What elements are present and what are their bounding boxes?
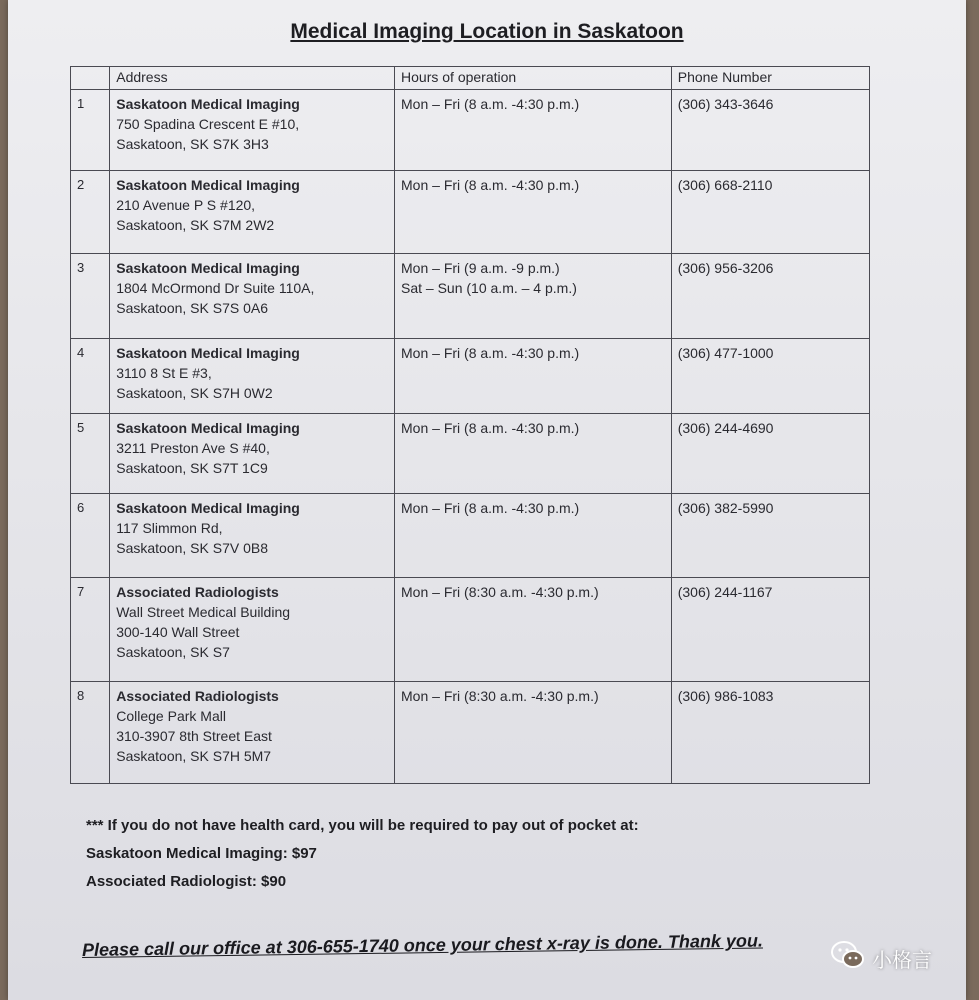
hours-line: Mon – Fri (8:30 a.m. -4:30 p.m.) [401,688,599,704]
row-number: 8 [71,682,110,784]
hours-cell [395,414,672,494]
address-line: Saskatoon, SK S7T 1C9 [116,460,268,476]
table-row [71,414,870,494]
address-line: 117 Slimmon Rd, [116,520,223,536]
hours-cell [395,578,672,682]
document-page [8,0,966,1000]
watermark [830,940,932,976]
address-cell [110,578,395,682]
address-line: 310-3907 8th Street East [116,728,272,744]
address-line: Saskatoon, SK S7 [116,644,230,660]
table-row [71,339,870,414]
row-number: 7 [71,578,110,682]
address-line: Saskatoon, SK S7H 0W2 [116,385,273,401]
hours-cell [395,254,672,339]
address-line: Saskatoon, SK S7V 0B8 [116,540,268,556]
location-name: Associated Radiologists [116,688,279,704]
header-phone: Phone Number [671,67,869,90]
address-cell [110,90,395,171]
address-cell [110,339,395,414]
hours-cell [395,339,672,414]
payment-note [86,812,639,896]
location-name: Saskatoon Medical Imaging [116,96,300,112]
hours-line: Mon – Fri (8 a.m. -4:30 p.m.) [401,420,580,436]
row-number: 5 [71,414,110,494]
row-number: 6 [71,494,110,578]
address-line: 1804 McOrmond Dr Suite 110A, [116,280,315,296]
phone-cell: (306) 956-3206 [671,254,869,339]
phone-cell: (306) 244-1167 [671,578,869,682]
location-name: Saskatoon Medical Imaging [116,500,300,516]
price-associated-radiologist: Associated Radiologist: $90 [86,873,287,890]
location-name: Saskatoon Medical Imaging [116,345,300,361]
address-cell [110,682,395,784]
hours-cell [395,494,672,578]
address-line: Saskatoon, SK S7S 0A6 [116,300,268,316]
locations-table [70,66,870,784]
table-row [71,494,870,578]
call-office-instruction: Please call our office at 306-655-1740 once your chest x-ray is done. Thank you. [81,930,764,960]
hours-line: Mon – Fri (9 a.m. -9 p.m.) [401,260,560,276]
address-line: Saskatoon, SK S7H 5M7 [116,748,272,764]
row-number: 4 [71,339,110,414]
hours-line: Mon – Fri (8 a.m. -4:30 p.m.) [401,500,580,516]
address-line: 300-140 Wall Street [116,624,240,640]
phone-cell: (306) 986-1083 [671,682,869,784]
wechat-icon [830,940,866,976]
address-cell [110,414,395,494]
table-row [71,254,870,339]
phone-cell: (306) 477-1000 [671,339,869,414]
hours-cell [395,90,672,171]
page-title: Medical Imaging Location in Saskatoon [290,20,684,43]
location-name: Saskatoon Medical Imaging [116,177,300,193]
address-line: 210 Avenue P S #120, [116,197,256,213]
price-saskatoon-medical-imaging: Saskatoon Medical Imaging: $97 [86,845,317,862]
address-line: 750 Spadina Crescent E #10, [116,116,300,132]
hours-line: Mon – Fri (8 a.m. -4:30 p.m.) [401,177,580,193]
hours-line: Mon – Fri (8 a.m. -4:30 p.m.) [401,345,580,361]
row-number: 2 [71,171,110,254]
phone-cell: (306) 382-5990 [671,494,869,578]
address-line: Saskatoon, SK S7M 2W2 [116,217,275,233]
hours-cell [395,171,672,254]
phone-cell: (306) 343-3646 [671,90,869,171]
address-cell [110,171,395,254]
hours-line: Mon – Fri (8:30 a.m. -4:30 p.m.) [401,584,599,600]
watermark-text: 小格言 [872,949,932,972]
hours-line: Mon – Fri (8 a.m. -4:30 p.m.) [401,96,580,112]
location-name: Saskatoon Medical Imaging [116,420,300,436]
address-line: Saskatoon, SK S7K 3H3 [116,136,269,152]
header-number [71,67,110,90]
hours-cell [395,682,672,784]
location-name: Saskatoon Medical Imaging [116,260,300,276]
table-row [71,682,870,784]
row-number: 1 [71,90,110,171]
address-line: 3211 Preston Ave S #40, [116,440,270,456]
table-header-row [71,67,870,90]
address-line: Wall Street Medical Building [116,604,291,620]
header-hours: Hours of operation [395,67,672,90]
table-row [71,90,870,171]
row-number: 3 [71,254,110,339]
address-line: College Park Mall [116,708,226,724]
health-card-warning: *** If you do not have health card, you will be required to pay out of pocket at: [86,817,639,834]
table-row [71,171,870,254]
address-cell [110,494,395,578]
location-name: Associated Radiologists [116,584,279,600]
table-row [71,578,870,682]
hours-line: Sat – Sun (10 a.m. – 4 p.m.) [401,280,577,296]
header-address: Address [110,67,395,90]
phone-cell: (306) 668-2110 [671,171,869,254]
address-line: 3110 8 St E #3, [116,365,212,381]
phone-cell: (306) 244-4690 [671,414,869,494]
address-cell [110,254,395,339]
